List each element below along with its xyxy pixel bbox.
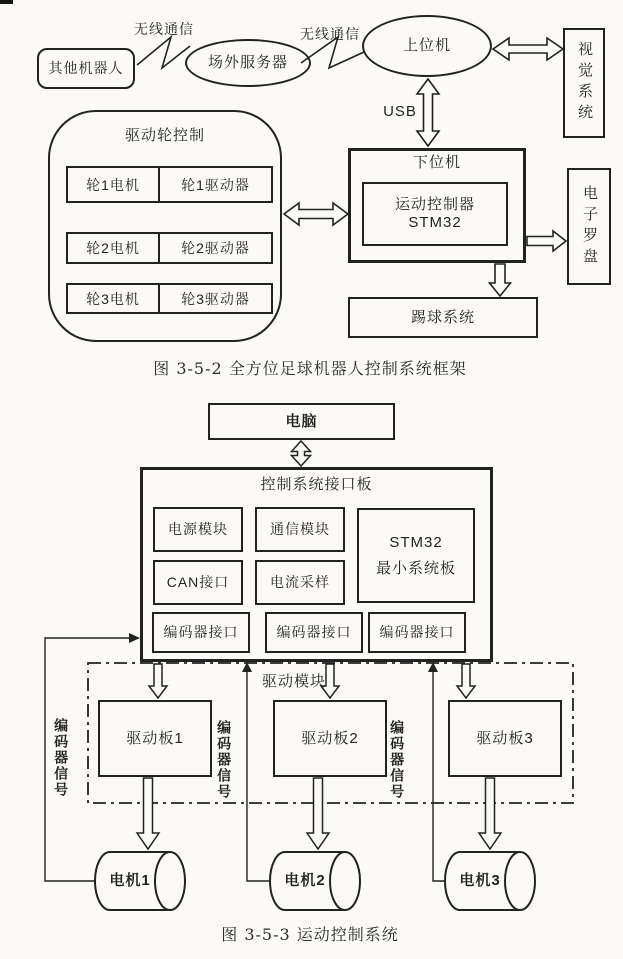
motion-controller-line2: STM32 (408, 214, 462, 231)
current-sampling-node: 电流采样 (255, 560, 345, 605)
host-computer-label: 上位机 (402, 37, 451, 54)
encoder-feedback-line-2 (247, 669, 271, 881)
vision-system-label: 视觉系统 (576, 41, 593, 125)
encoder-interface-node-1: 编码器接口 (152, 612, 250, 653)
stm32-board-node (357, 508, 475, 603)
wheel1-motor-cell: 轮1电机 (68, 168, 160, 201)
computer-board-double-arrow (292, 441, 311, 466)
wheel3-driver-cell: 轮3驱动器 (181, 290, 250, 307)
motor-label-3: 电机3 (459, 872, 501, 889)
driver3-motor3-arrow (479, 778, 501, 849)
computer-label: 电脑 (285, 412, 318, 430)
encoder-signal-label-3: 编码器信号 (389, 720, 406, 800)
motion-controller-node (362, 182, 508, 246)
host-vision-double-arrow (493, 38, 563, 60)
motor-label-1: 电机1 (109, 872, 151, 889)
computer-node (208, 403, 395, 440)
wheel2-motor-cell: 轮2电机 (68, 234, 160, 262)
stm32-board-line1: STM32 (389, 533, 443, 551)
host-computer-node (362, 15, 492, 77)
wireless-zigzag-1 (137, 37, 190, 68)
wheel2-driver-cell: 轮2驱动器 (181, 240, 250, 256)
wireless-label-2: 无线通信 (300, 26, 360, 42)
comm-module-node: 通信模块 (255, 507, 345, 552)
scan-artifact (0, 0, 13, 4)
electronic-compass-label: 电子罗盘 (581, 184, 598, 269)
driver-board-node-2: 驱动板2 (273, 700, 387, 777)
other-robots-node (37, 48, 135, 89)
vision-system-node (563, 28, 605, 138)
figure2-caption: 图 3-5-3 运动控制系统 (221, 925, 399, 944)
kick-system-label: 踢球系统 (410, 308, 475, 326)
offfield-server-label: 场外服务器 (207, 54, 288, 71)
encoder-interface-node-3: 编码器接口 (368, 612, 466, 653)
wheel-row-3 (66, 283, 273, 314)
wheel-lower-double-arrow (284, 203, 348, 225)
kick-system-node (348, 297, 538, 338)
wireless-label-1: 无线通信 (134, 21, 194, 37)
lower-computer-label: 下位机 (412, 154, 461, 171)
encoder-feedback-line-3 (433, 669, 446, 881)
encoder-signal-label-2: 编码器信号 (216, 720, 233, 800)
encoder-interface-node-2: 编码器接口 (265, 612, 363, 653)
driver-board-node-1: 驱动板1 (98, 700, 212, 777)
wheel1-driver-cell: 轮1驱动器 (181, 176, 250, 193)
board-driver3-arrow (457, 664, 475, 698)
other-robots-label: 其他机器人 (48, 60, 124, 77)
usb-label: USB (383, 103, 417, 120)
interface-board-title: 控制系统接口板 (260, 476, 373, 493)
electronic-compass-node (567, 168, 611, 285)
lower-kick-arrow (490, 264, 511, 296)
encoder-signal-label-1: 编码器信号 (53, 718, 70, 798)
wheel-control-title: 驱动轮控制 (124, 127, 205, 144)
can-interface-node: CAN接口 (153, 560, 243, 605)
board-driver1-arrow (149, 664, 167, 698)
wheel3-motor-cell: 轮3电机 (68, 285, 160, 312)
wheel-row-2 (66, 232, 273, 264)
encoder-feedback-arrowhead-1 (129, 633, 140, 643)
driver-board-node-3: 驱动板3 (448, 700, 562, 777)
offfield-server-node (185, 39, 311, 87)
driver2-motor2-arrow (307, 778, 329, 849)
motor-label-2: 电机2 (284, 872, 326, 889)
lower-compass-arrow (527, 231, 566, 251)
drive-module-label: 驱动模块 (261, 673, 326, 690)
power-module-node: 电源模块 (153, 507, 243, 552)
motion-controller-line1: 运动控制器 (394, 196, 475, 213)
wheel-row-1 (66, 166, 273, 203)
driver1-motor1-arrow (137, 778, 159, 849)
figure1-caption: 图 3-5-2 全方位足球机器人控制系统框架 (153, 359, 467, 378)
stm32-board-line2: 最小系统板 (375, 559, 456, 577)
